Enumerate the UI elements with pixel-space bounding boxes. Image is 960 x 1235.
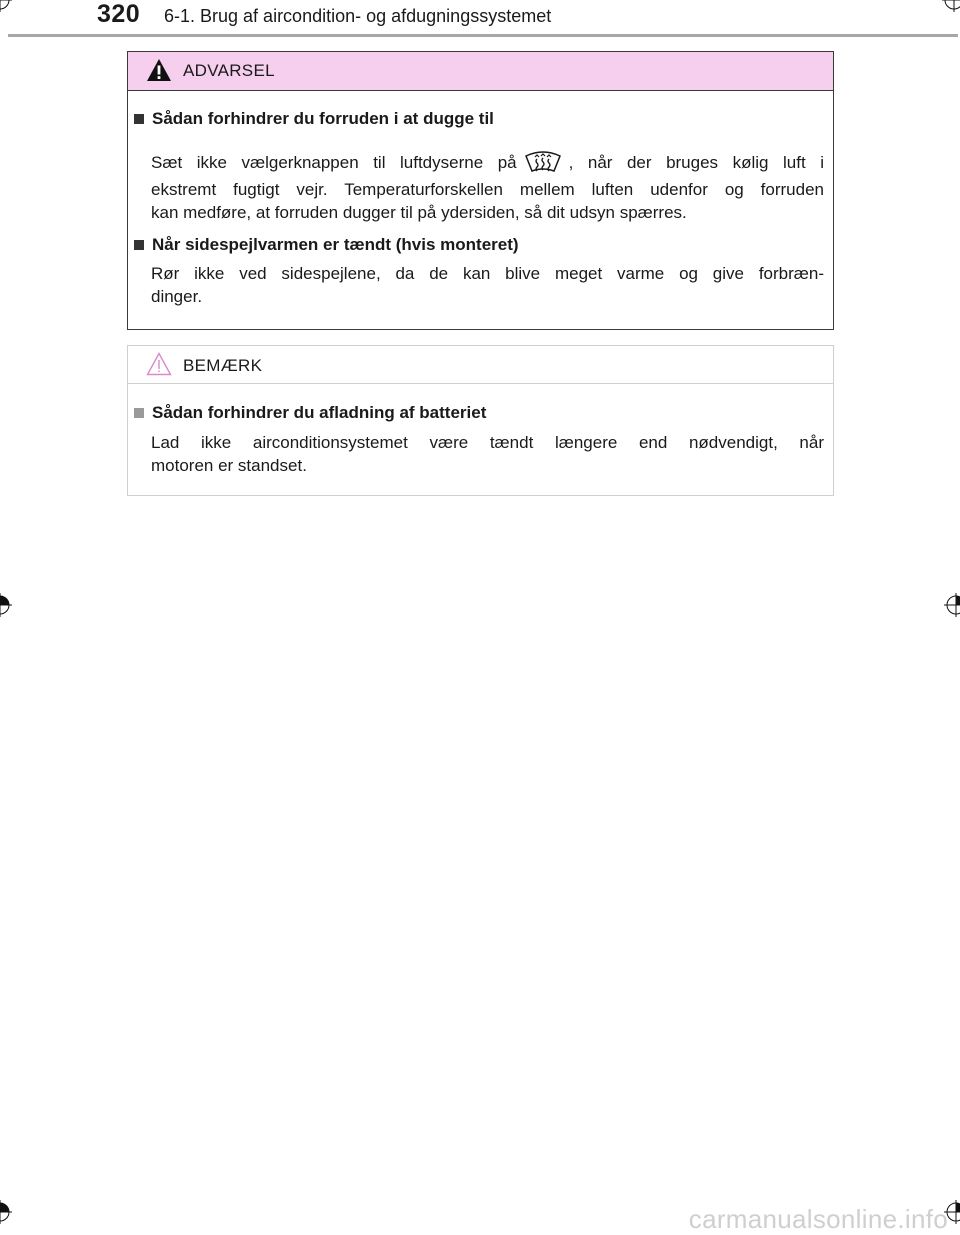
warning-item-title <box>134 235 519 255</box>
text-line <box>151 148 824 178</box>
warning-header <box>128 52 833 91</box>
notice-item-1-title: Sådan forhindrer du afladning af batteriet <box>152 403 487 422</box>
warning-item-2-text <box>151 262 824 308</box>
header-divider <box>8 34 958 37</box>
text-line: dinger. <box>151 287 203 306</box>
watermark: carmanualsonline.info <box>688 1204 948 1234</box>
registration-mark-icon <box>0 0 12 12</box>
text-line: kan medføre, at forruden dugger til på ydersiden, så dit udsyn spærres. <box>151 203 687 222</box>
caution-triangle-icon <box>146 351 172 377</box>
registration-mark-icon <box>0 1200 12 1224</box>
square-bullet-icon <box>134 114 144 124</box>
text-before-icon: Sæt ikke vælgerknappen til luftdyserne på <box>151 153 517 172</box>
windshield-defroster-icon <box>523 147 563 175</box>
warning-box <box>127 51 834 330</box>
text-line: motoren er standset. <box>151 456 307 475</box>
warning-item-1-text <box>151 148 824 224</box>
warning-triangle-icon <box>146 57 172 83</box>
warning-item-title <box>134 109 494 129</box>
warning-item-2-title: Når sidespejlvarmen er tændt (hvis monteret) <box>152 235 519 254</box>
square-bullet-icon <box>134 240 144 250</box>
page-header <box>0 0 960 40</box>
text-line: Lad ikke airconditionsystemet være tændt længere end nødvendigt, når <box>151 433 824 452</box>
page-number: 320 <box>97 0 141 28</box>
notice-item-title <box>134 403 486 423</box>
registration-mark-icon <box>942 0 960 12</box>
notice-label: BEMÆRK <box>183 356 263 375</box>
section-title: 6-1. Brug af aircondition- og afdugningssystemet <box>164 6 552 26</box>
text-line: ekstremt fugtigt vejr. Temperaturforskellen mellem luften udenfor og forruden <box>151 180 824 199</box>
notice-box <box>127 345 834 496</box>
warning-label: ADVARSEL <box>183 61 275 80</box>
notice-item-1-text <box>151 431 824 477</box>
text-line: Rør ikke ved sidespejlene, da de kan blive meget varme og give forbræn- <box>151 264 824 283</box>
notice-header <box>128 346 833 384</box>
registration-mark-icon <box>0 593 12 617</box>
warning-item-1-title: Sådan forhindrer du forruden i at dugge til <box>152 109 494 128</box>
registration-mark-icon <box>944 593 960 617</box>
text-after-icon: , når der bruges kølig luft i <box>568 153 824 172</box>
square-bullet-icon <box>134 408 144 418</box>
